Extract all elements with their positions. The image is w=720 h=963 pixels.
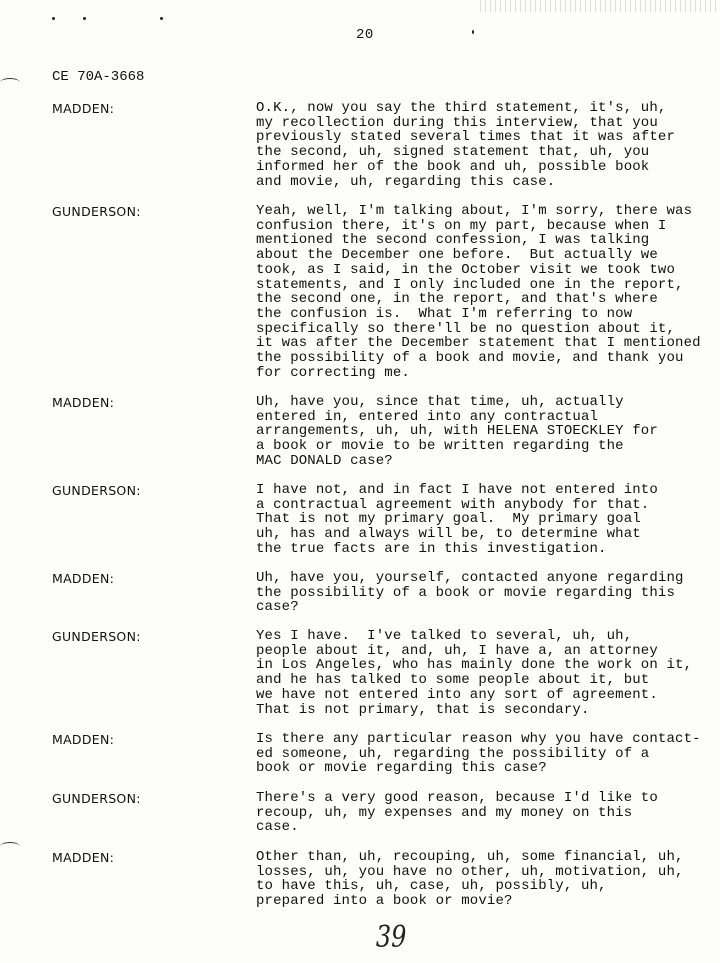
scan-speck [83,17,86,20]
scan-speck [52,17,55,20]
speaker-name: GUNDERSON: [52,629,141,644]
document-reference: CE 70A-3668 [52,69,145,85]
speech-text: O.K., now you say the third statement, it's, uh, my recollection during this interview, that you previously stated several times that it was after the second, uh, signed statement that, uh, you informed her of the book and uh, possible book and movie, uh, regarding this case. [256,100,676,190]
speaker-name: MADDEN: [52,395,115,410]
speaker-name: MADDEN: [52,571,115,586]
margin-mark [0,78,20,87]
speech-text: There's a very good reason, because I'd like to recoup, uh, my expenses and my money on this case. [256,790,658,836]
speaker-name: MADDEN: [52,101,115,116]
speech-text: Yeah, well, I'm talking about, I'm sorry, there was confusion there, it's on my part, because when I mentioned the second confession, I was talking about the December one before. But actually we took, as I said, in the October visit we took two statements, and I only included one in the report, the second one, in the report, and that's where the confusion is. What I'm referring to now specifically so there'll be no question about it, it was after the December statement that I mentioned the possibility of a book and movie, and thank you for correcting me. [256,203,701,381]
speech-text: Other than, uh, recouping, uh, some financial, uh, losses, uh, you have no other, uh, motivation, uh, to have this, uh, case, uh, possibly, uh, prepared into a book or movie? [256,849,684,910]
speaker-name: GUNDERSON: [52,483,141,498]
scan-speck [472,30,474,34]
speech-text: I have not, and in fact I have not entered into a contractual agreement with anybody for that. That is not my primary goal. My primary goal uh, has and always will be, to determine what the true facts are in this investigation. [256,482,658,557]
scan-speck [160,17,163,20]
margin-mark [0,842,20,851]
scan-noise [480,0,720,12]
speaker-name: MADDEN: [52,850,115,865]
speaker-name: MADDEN: [52,732,115,747]
speaker-name: GUNDERSON: [52,791,141,806]
speech-text: Uh, have you, yourself, contacted anyone regarding the possibility of a book or movie regarding this case? [256,570,684,616]
speech-text: Uh, have you, since that time, uh, actually entered in, entered into any contractual arrangements, uh, uh, with HELENA STOECKLEY for a book or movie to be written regarding the MAC DONALD case? [256,394,658,469]
speech-text: Is there any particular reason why you have contact- ed someone, uh, regarding the possibility of a book or movie regarding this case? [256,731,701,777]
speech-text: Yes I have. I've talked to several, uh, uh, people about it, and, uh, I have a, an attorney in Los Angeles, who has mainly done the work on it, and he has talked to some people about it, but we have not entered into any sort of agreement. That is not primary, that is secondary. [256,628,693,718]
page-number: 20 [356,27,374,43]
speaker-name: GUNDERSON: [52,204,141,219]
handwritten-page-number: 39 [375,920,407,955]
